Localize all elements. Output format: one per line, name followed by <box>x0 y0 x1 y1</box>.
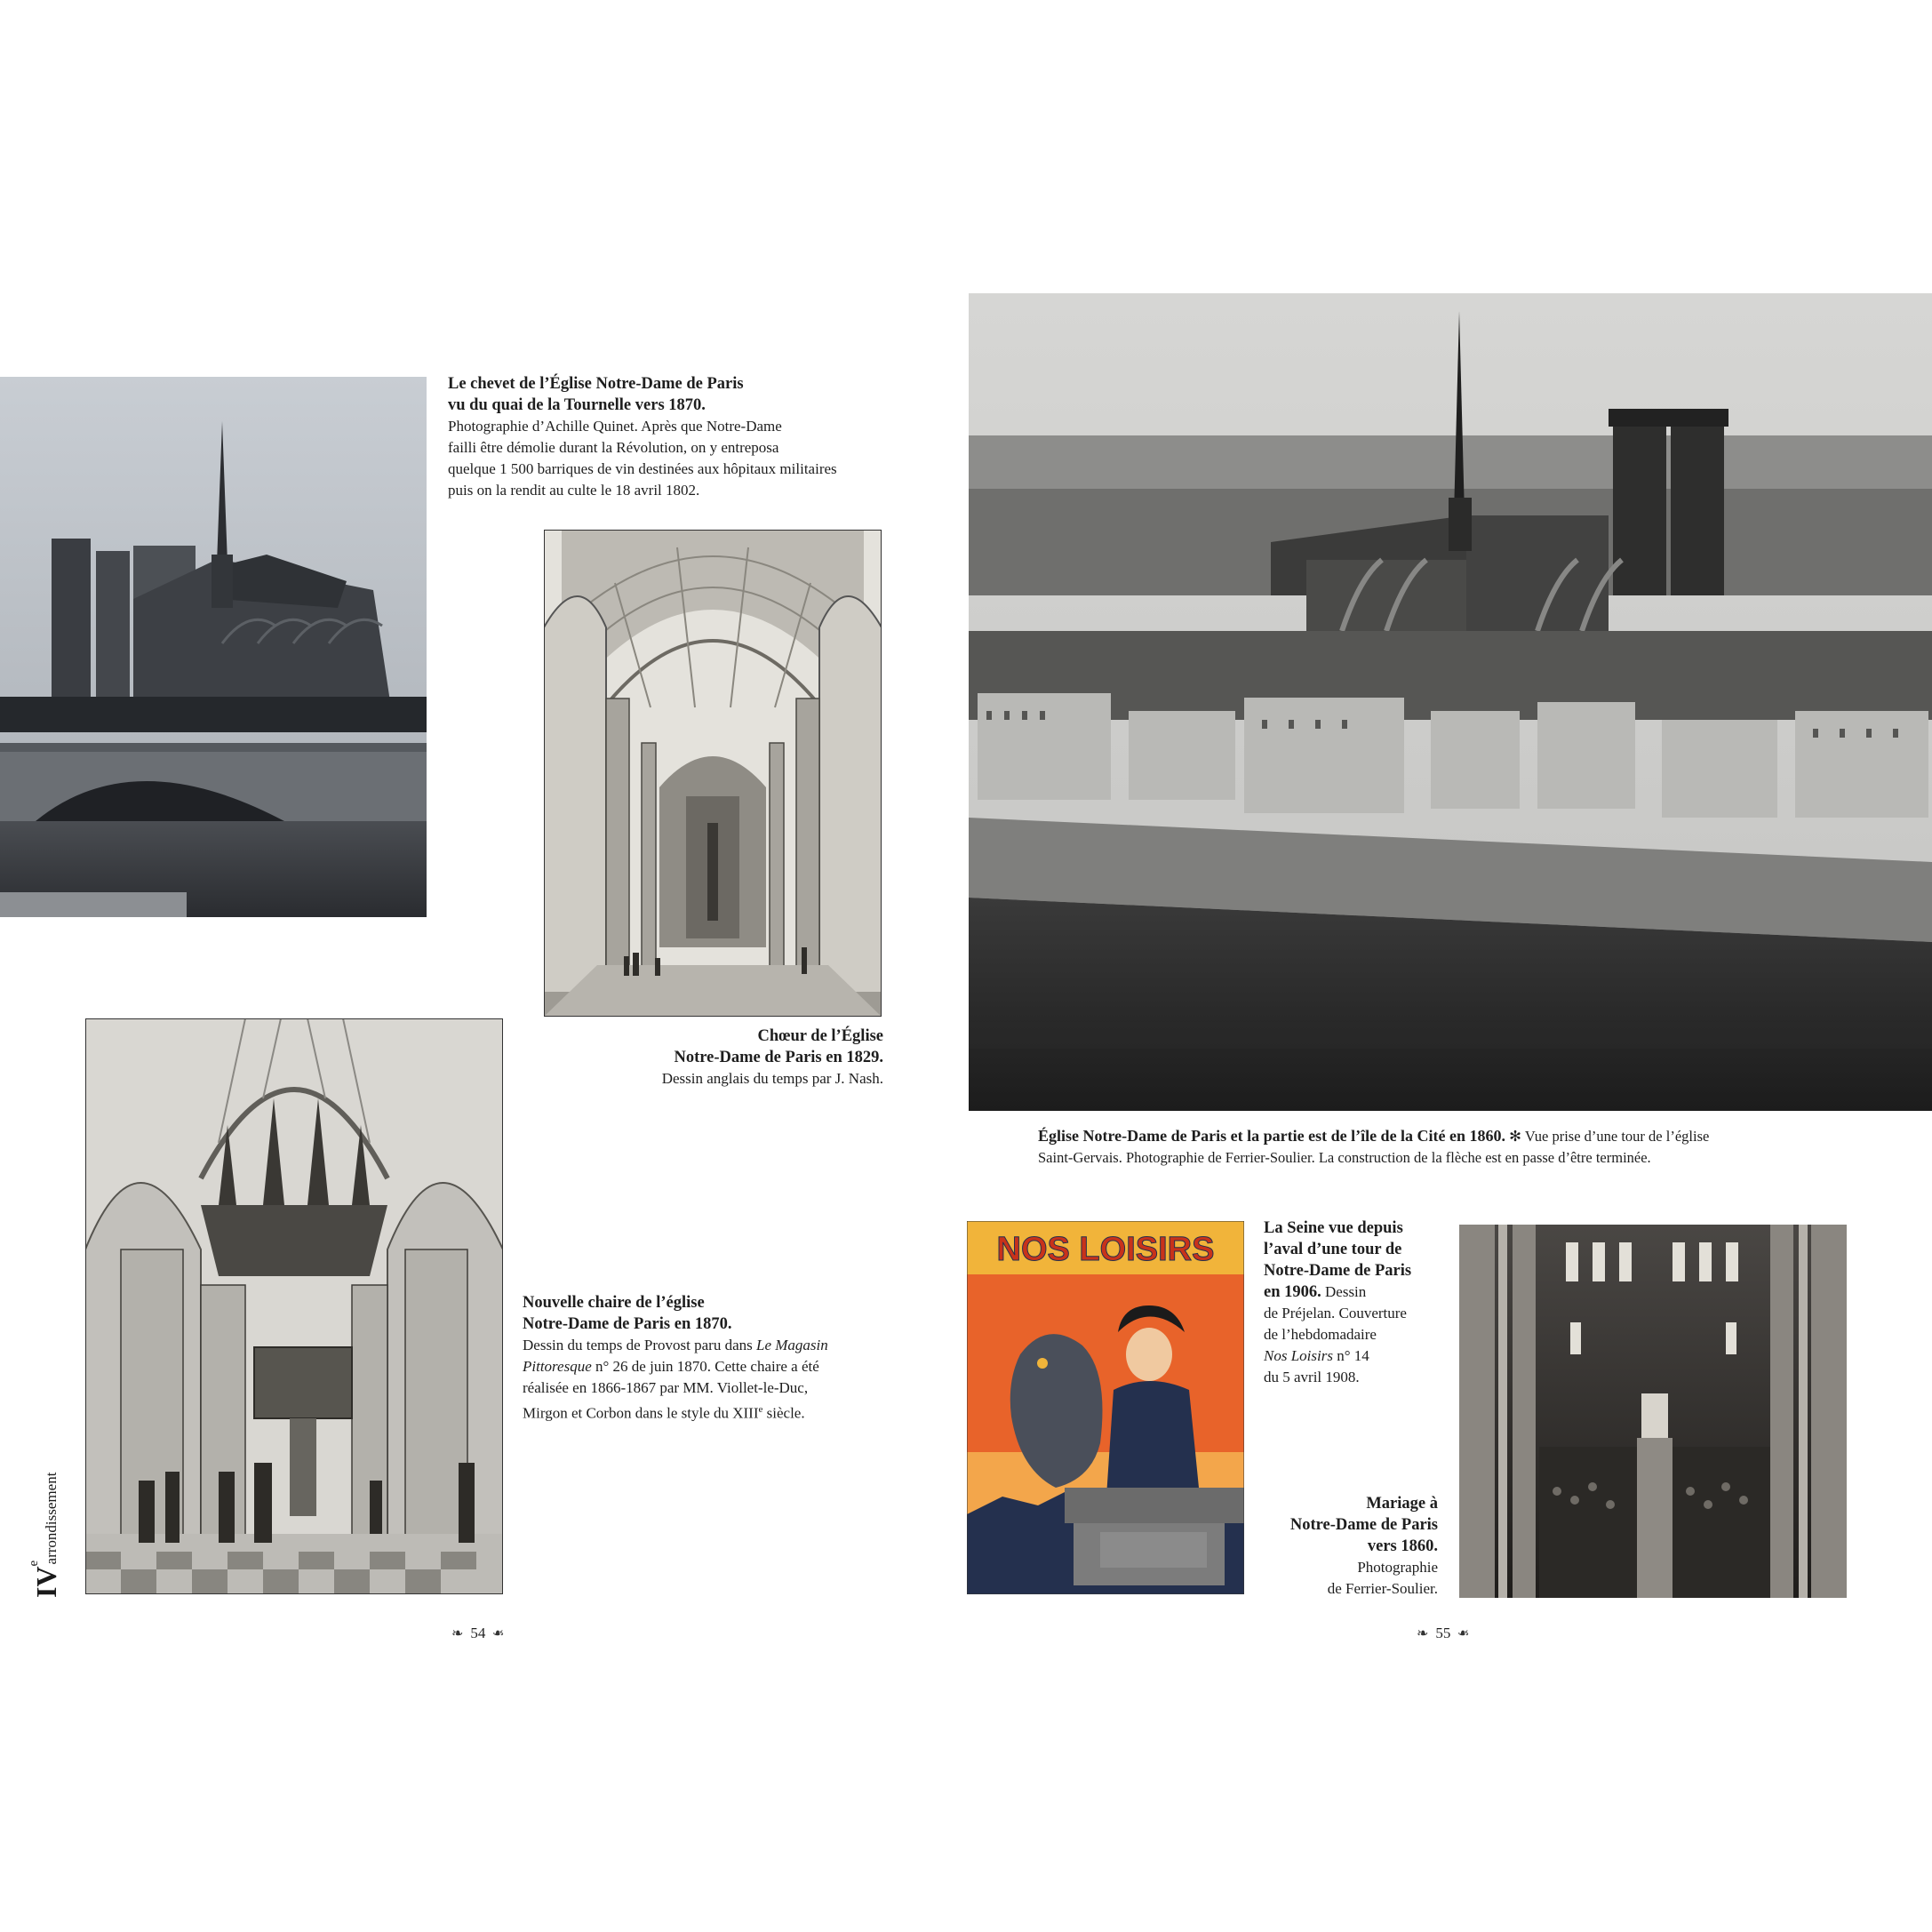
page-number-right <box>1417 1625 1470 1642</box>
folio-ornament-right-icon: ❧ <box>492 1626 505 1641</box>
folio-ornament-right-icon: ❧ <box>1457 1626 1470 1641</box>
caption-cite-star-icon: ✻ <box>1509 1128 1521 1145</box>
caption-mariage-line-5: de Ferrier-Soulier. <box>1327 1580 1438 1597</box>
page-number-right-text: 55 <box>1435 1625 1451 1641</box>
caption-chaire-title-1: Nouvelle chaire de l’église <box>523 1294 705 1312</box>
poster-masthead: NOS LOISIRS <box>996 1231 1215 1268</box>
caption-seine-title-3: Notre-Dame de Paris <box>1264 1262 1412 1280</box>
caption-chevet-title-2: vu du quai de la Tournelle vers 1870. <box>448 396 706 414</box>
caption-cite-title: Église Notre-Dame de Paris et la partie est de l’île de la Cité en 1860. <box>1038 1127 1506 1145</box>
page-number-left-text: 54 <box>470 1625 486 1641</box>
caption-chevet-line-1: Photographie d’Achille Quinet. Après que Notre-Dame <box>448 418 782 435</box>
folio-ornament-left-icon: ❧ <box>451 1626 464 1641</box>
arrondissement-number: IV <box>30 1566 62 1598</box>
caption-cite <box>1038 1125 1927 1169</box>
caption-chaire-title-2: Notre-Dame de Paris en 1870. <box>523 1315 732 1333</box>
caption-seine-line-8: du 5 avril 1908. <box>1264 1369 1360 1385</box>
caption-mariage <box>1244 1493 1438 1600</box>
caption-choeur-line-1: Dessin anglais du temps par J. Nash. <box>661 1070 883 1087</box>
caption-chevet-line-4: puis on la rendit au culte le 18 avril 1802. <box>448 482 700 499</box>
caption-seine-line-4: en 1906. Dessin <box>1264 1283 1367 1301</box>
ile-de-la-cite-photo <box>969 293 1932 1111</box>
caption-seine-title-1: La Seine vue depuis <box>1264 1219 1403 1237</box>
caption-chaire-line-1: Dessin du temps de Provost paru dans Le Magasin <box>523 1337 828 1353</box>
caption-chaire-line-3: réalisée en 1866-1867 par MM. Viollet-le-Duc, <box>523 1379 809 1396</box>
caption-chaire-line-2: Pittoresque n° 26 de juin 1870. Cette chaire a été <box>523 1358 819 1375</box>
chevet-photo <box>0 377 427 917</box>
arrondissement-tab <box>25 1465 60 1598</box>
arrondissement-word: arrondissement <box>43 1472 60 1565</box>
caption-chevet <box>448 373 910 501</box>
caption-chevet-line-3: quelque 1 500 barriques de vin destinées aux hôpitaux militaires <box>448 460 837 477</box>
caption-mariage-title-1: Mariage à <box>1366 1495 1438 1513</box>
caption-chevet-title-1: Le chevet de l’Église Notre-Dame de Paris <box>448 375 744 393</box>
caption-chaire <box>523 1292 914 1425</box>
caption-cite-line-2: Saint-Gervais. Photographie de Ferrier-Soulier. La construction de la flèche est en passe d’être terminée. <box>1038 1149 1651 1166</box>
caption-chaire-line-4: Mirgon et Corbon dans le style du XIIIe siècle. <box>523 1404 805 1422</box>
caption-mariage-title-3: vers 1860. <box>1367 1537 1438 1555</box>
caption-seine <box>1264 1217 1459 1388</box>
nos-loisirs-poster <box>967 1221 1244 1594</box>
caption-seine-line-6: de l’hebdomadaire <box>1264 1326 1377 1343</box>
caption-seine-line-5: de Préjelan. Couverture <box>1264 1305 1407 1321</box>
caption-choeur-title-1: Chœur de l’Église <box>757 1027 883 1045</box>
caption-mariage-title-2: Notre-Dame de Paris <box>1289 1516 1438 1534</box>
choeur-engraving <box>544 530 882 1017</box>
mariage-photo <box>1459 1225 1847 1598</box>
folio-ornament-left-icon: ❧ <box>1417 1626 1429 1641</box>
caption-seine-line-7: Nos Loisirs n° 14 <box>1264 1347 1369 1364</box>
arrondissement-superscript: e <box>27 1560 41 1567</box>
caption-chevet-line-2: failli être démolie durant la Révolution, on y entreposa <box>448 439 779 456</box>
caption-seine-title-2: l’aval d’une tour de <box>1264 1241 1402 1258</box>
caption-mariage-line-4: Photographie <box>1357 1559 1438 1576</box>
caption-choeur-title-2: Notre-Dame de Paris en 1829. <box>674 1049 883 1066</box>
caption-choeur <box>569 1026 883 1090</box>
chaire-engraving <box>85 1018 503 1594</box>
page-number-left <box>451 1625 505 1642</box>
caption-cite-line-1: Église Notre-Dame de Paris et la partie est de l’île de la Cité en 1860. ✻ Vue prise d’une tour de l’église <box>1038 1127 1710 1145</box>
